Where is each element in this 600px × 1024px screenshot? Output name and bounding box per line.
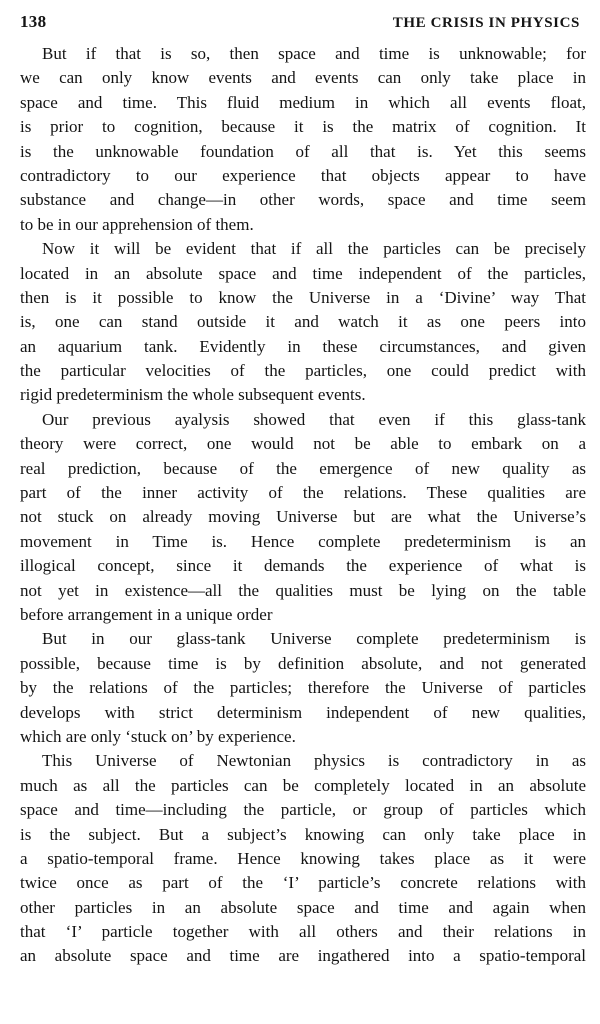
text-line: develops with strict determinism independent of new qualities,: [20, 702, 586, 722]
page-number: 138: [20, 12, 47, 31]
body-text: [20, 42, 586, 969]
paragraph: [20, 237, 586, 408]
page-header: [20, 12, 580, 36]
text-line: a spatio-temporal frame. Hence knowing takes place as it were: [20, 848, 586, 868]
text-line: not stuck on already moving Universe but are what the Universe’s: [20, 507, 586, 527]
text-line: theory were correct, one would not be able to embark on a: [20, 434, 586, 454]
text-line: an absolute space and time are ingathered into a spatio-temporal: [20, 946, 586, 966]
text-line: space and time—including the particle, or group of particles which: [20, 800, 586, 820]
text-line: to be in our apprehension of them.: [20, 214, 254, 234]
text-line: movement in Time is. Hence complete predeterminism is an: [20, 531, 586, 551]
text-line: But in our glass-tank Universe complete predeterminism is: [42, 629, 586, 649]
text-line: other particles in an absolute space and time and again when: [20, 897, 586, 917]
text-line: before arrangement in a unique order: [20, 604, 273, 624]
text-line: real prediction, because of the emergence of new quality as: [20, 458, 586, 478]
paragraph: [20, 627, 586, 749]
text-line: an aquarium tank. Evidently in these circumstances, and given: [20, 336, 586, 356]
text-line: then is it possible to know the Universe in a ‘Divine’ way That: [20, 287, 586, 307]
text-line: rigid predeterminism the whole subsequent events.: [20, 385, 366, 405]
text-line: is, one can stand outside it and watch it as one peers into: [20, 312, 586, 332]
text-line: we can only know events and events can only take place in: [20, 68, 586, 88]
text-line: that ‘I’ particle together with all others and their relations in: [20, 922, 586, 942]
text-line: Now it will be evident that if all the particles can be precisely: [42, 239, 586, 259]
text-line: much as all the particles can be completely located in an absolute: [20, 775, 586, 795]
text-line: substance and change—in other words, space and time seem: [20, 190, 586, 210]
text-line: Our previous ayalysis showed that even if this glass-tank: [42, 409, 586, 429]
text-line: space and time. This fluid medium in which all events float,: [20, 92, 586, 112]
text-line: is the subject. But a subject’s knowing can only take place in: [20, 824, 586, 844]
text-line: But if that is so, then space and time is unknowable; for: [42, 44, 586, 63]
text-line: illogical concept, since it demands the experience of what is: [20, 556, 586, 576]
text-line: not yet in existence—all the qualities must be lying on the table: [20, 580, 586, 600]
text-line: the particular velocities of the particles, one could predict with: [20, 361, 586, 381]
paragraph: [20, 42, 586, 237]
paragraph: [20, 749, 586, 969]
text-line: This Universe of Newtonian physics is contradictory in as: [42, 751, 586, 771]
text-line: located in an absolute space and time independent of the particles,: [20, 263, 586, 283]
text-line: by the relations of the particles; therefore the Universe of particles: [20, 678, 586, 698]
text-line: contradictory to our experience that objects appear to have: [20, 165, 586, 185]
text-line: is prior to cognition, because it is the matrix of cognition. It: [20, 117, 586, 137]
text-line: possible, because time is by definition absolute, and not generated: [20, 653, 586, 673]
running-head: THE CRISIS IN PHYSICS: [392, 15, 580, 31]
text-line: twice once as part of the ‘I’ particle’s concrete relations with: [20, 873, 586, 893]
paragraph: [20, 408, 586, 628]
text-line: is the unknowable foundation of all that is. Yet this seems: [20, 141, 586, 161]
text-line: part of the inner activity of the relations. These qualities are: [20, 483, 586, 503]
text-line: which are only ‘stuck on’ by experience.: [20, 726, 296, 746]
